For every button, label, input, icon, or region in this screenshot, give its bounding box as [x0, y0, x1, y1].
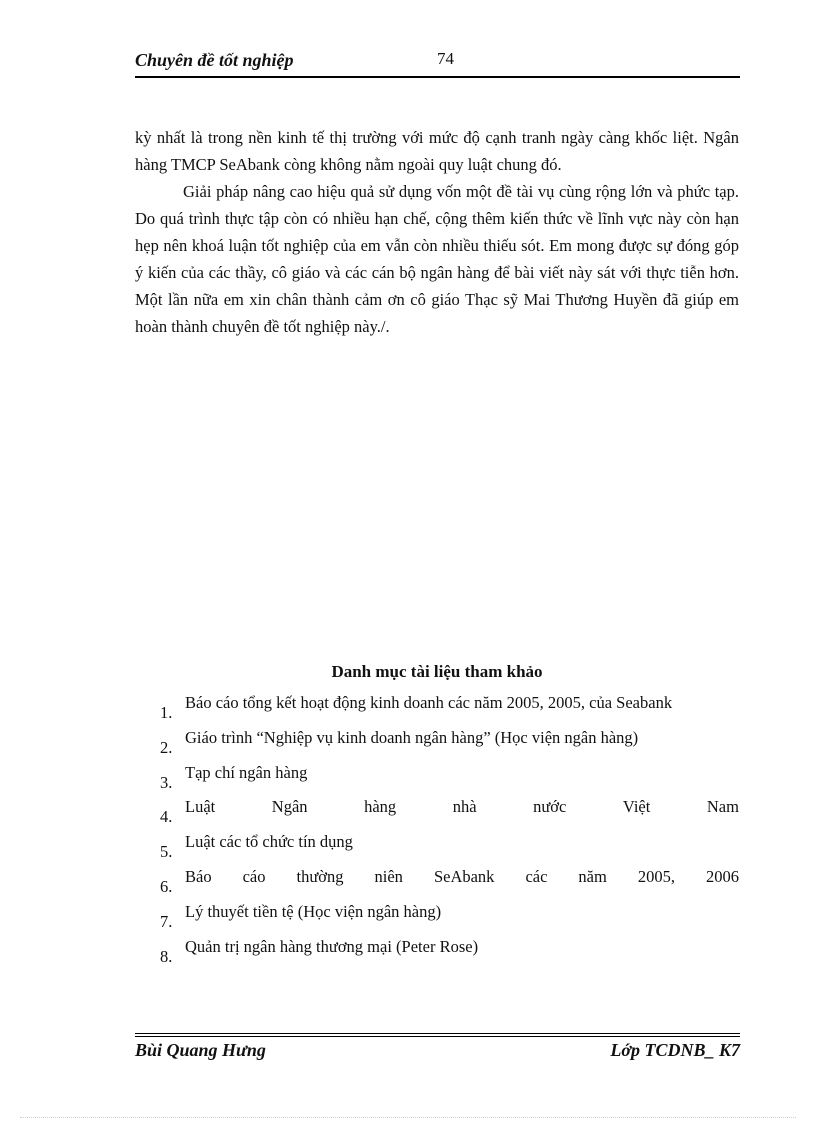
reference-word: nhà: [452, 797, 477, 817]
class-label: Lớp TCDNB_ K7: [610, 1040, 740, 1060]
reference-text: Tạp chí ngân hàng: [185, 762, 308, 782]
reference-word: năm: [578, 866, 607, 886]
reference-item: [155, 899, 739, 934]
paragraph: Giải pháp nâng cao hiệu quả sử dụng vốn một đề tài vụ cùng rộng lớn và phức tạp. Do quá trình thực tập còn có nhiều hạn chế, cộng thêm kiến thức về lĩnh vực này còn hạn hẹp nên khoá luận tốt nghiệp của em vẫn còn nhiều thiếu sót. Em mong được sự đóng góp ý kiến của các thầy, cô giáo và các cán bộ ngân hàng để bài viết này sát với thực tiễn hơn. Một lần nữa em xin chân thành cảm ơn cô giáo Thạc sỹ Mai Thương Huyền đã giúp em hoàn thành chuyên đề tốt nghiệp này./.: [135, 182, 739, 336]
reference-word: các: [525, 866, 548, 886]
reference-number: 1.: [160, 703, 173, 722]
page-number: 74: [437, 49, 454, 68]
reference-number: 5.: [160, 842, 173, 862]
references-title: Danh mục tài liệu tham khảo: [331, 662, 543, 681]
reference-item: [155, 864, 739, 899]
reference-word: Luật: [185, 797, 216, 817]
reference-word: 2006: [705, 866, 739, 886]
reference-number: 8.: [160, 946, 173, 966]
reference-word: Việt: [622, 797, 651, 817]
reference-item: [155, 794, 739, 829]
reference-item: [155, 934, 739, 969]
reference-word: thường: [296, 866, 344, 886]
reference-number: 4.: [160, 807, 173, 827]
reference-word: niên: [374, 866, 403, 886]
reference-number: 3.: [160, 772, 173, 792]
author-name: Bùi Quang Hưng: [135, 1040, 266, 1060]
reference-word: hàng: [364, 797, 397, 817]
footer-divider: [135, 1033, 740, 1034]
reference-word: cáo: [242, 866, 266, 886]
reference-number: 2.: [160, 737, 173, 757]
reference-number: 6.: [160, 876, 173, 896]
page-edge-divider: [20, 1117, 796, 1118]
reference-word: Nam: [706, 797, 739, 817]
document-title: Chuyên đề tốt nghiệp: [135, 50, 294, 70]
reference-text: Luật các tổ chức tín dụng: [185, 832, 353, 852]
footer-divider: [135, 1036, 740, 1037]
page-header: [135, 46, 740, 78]
reference-item: [155, 760, 739, 795]
reference-item: [155, 725, 739, 760]
reference-word: SeAbank: [433, 866, 495, 886]
reference-word: 2005,: [637, 866, 675, 886]
reference-text: Quản trị ngân hàng thương mại (Peter Rose): [185, 936, 479, 956]
references-list: [155, 690, 739, 968]
reference-text: [185, 797, 739, 817]
reference-item: [155, 690, 739, 725]
reference-number: 7.: [160, 911, 173, 931]
reference-item: [155, 829, 739, 864]
reference-text: [185, 867, 739, 887]
reference-word: nước: [533, 797, 567, 817]
reference-text: Báo cáo tổng kết hoạt động kinh doanh các năm 2005, 2005, của Seabank: [185, 693, 673, 712]
body-text: [135, 124, 739, 340]
reference-text: Lý thuyết tiền tệ (Học viện ngân hàng): [185, 901, 442, 921]
reference-word: Báo: [185, 866, 212, 886]
reference-text: Giáo trình “Nghiệp vụ kinh doanh ngân hàng” (Học viện ngân hàng): [185, 727, 639, 747]
reference-word: Ngân: [271, 797, 308, 817]
paragraph: kỳ nhất là trong nền kinh tế thị trường với mức độ cạnh tranh ngày càng khốc liệt. Ngân hàng TMCP SeAbank còng không nằm ngoài quy luật chung đó.: [135, 128, 739, 174]
